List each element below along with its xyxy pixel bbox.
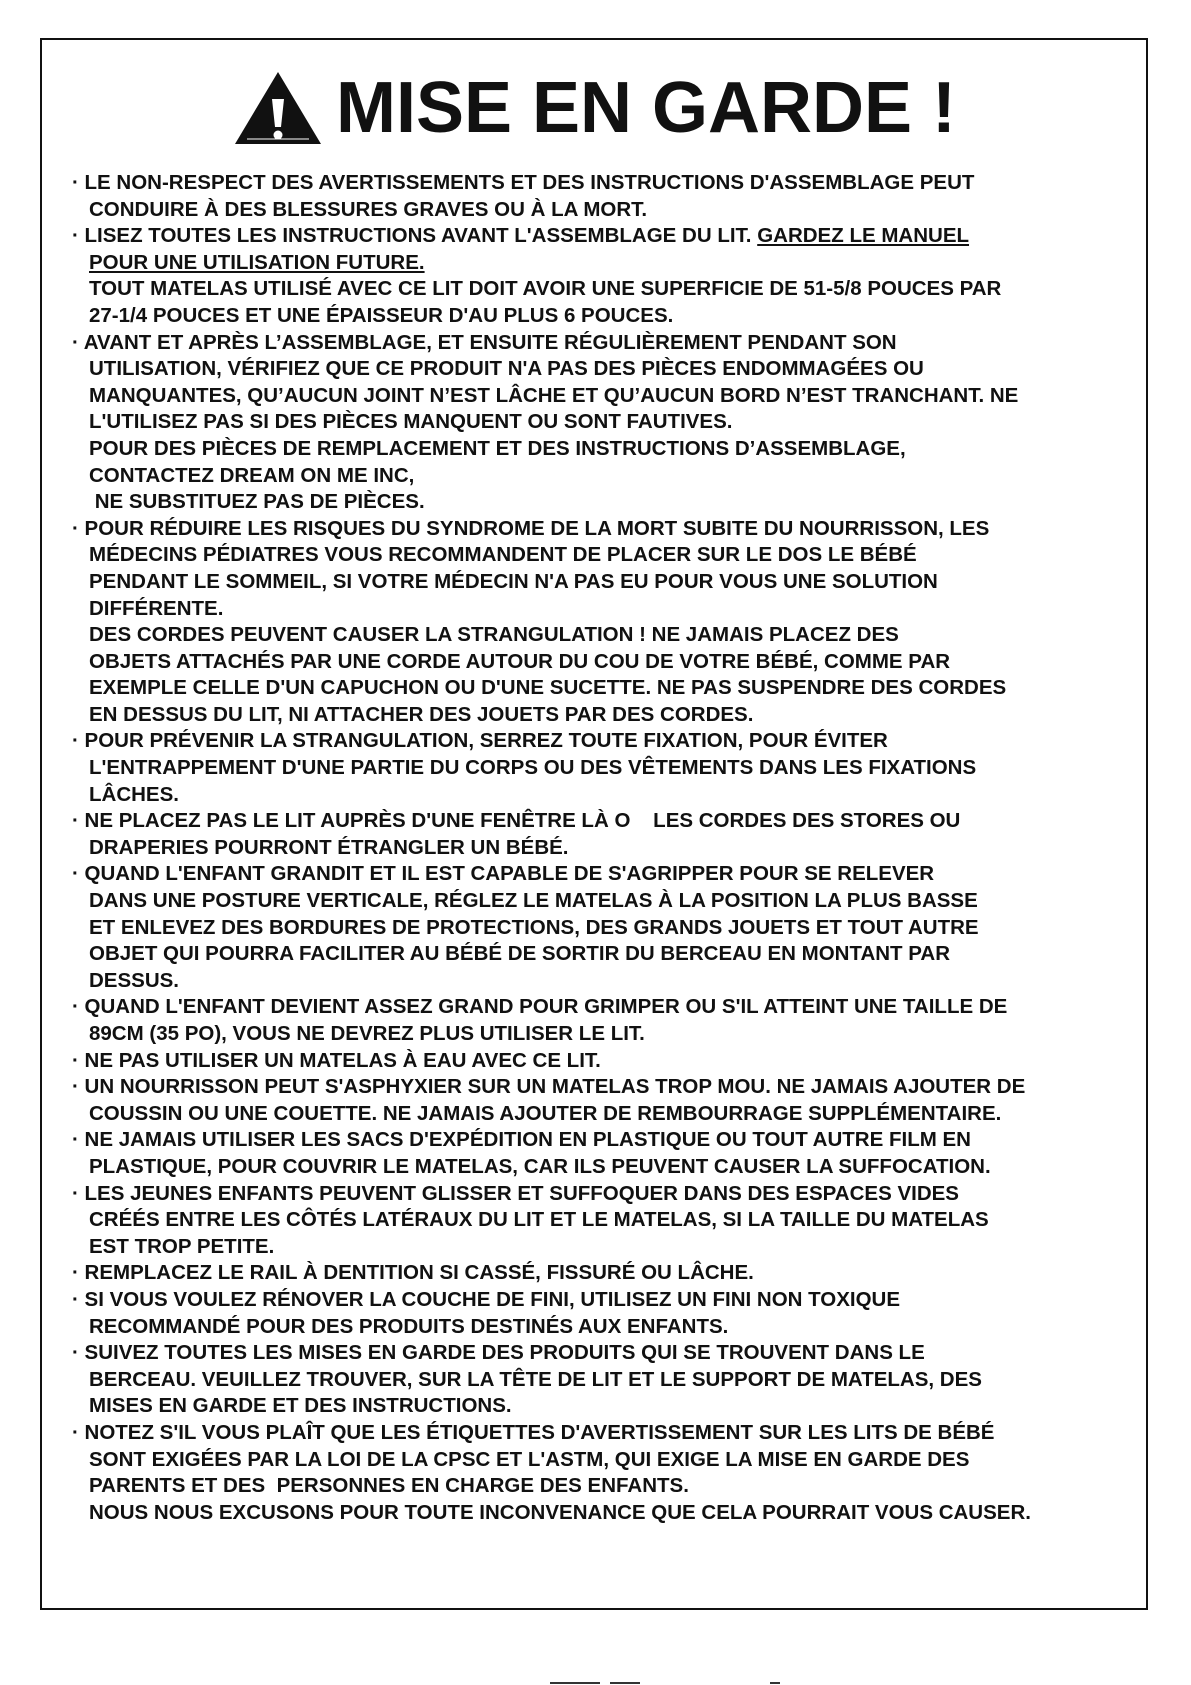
warning-item-line — [72, 1127, 1190, 1154]
warning-item-line — [72, 516, 1190, 543]
line-text: · NE JAMAIS UTILISER LES SACS D'EXPÉDITION EN PLASTIQUE OU TOUT AUTRE FILM EN — [72, 1128, 971, 1152]
warning-item-line — [72, 223, 1190, 250]
line-text: PENDANT LE SOMMEIL, SI VOTRE MÉDECIN N'A PAS EU POUR VOUS UNE SOLUTION — [89, 569, 938, 593]
warning-continuation-line — [72, 1234, 1190, 1261]
line-text: PLASTIQUE, POUR COUVRIR LE MATELAS, CAR ILS PEUVENT CAUSER LA SUFFOCATION. — [89, 1154, 991, 1178]
line-text: DESSUS. — [89, 968, 179, 992]
warning-continuation-line — [72, 888, 1190, 915]
warning-continuation-line — [72, 1207, 1190, 1234]
warning-continuation-line — [72, 569, 1190, 596]
warning-continuation-line — [72, 782, 1190, 809]
warning-continuation-line — [72, 1500, 1190, 1527]
line-text: TOUT MATELAS UTILISÉ AVEC CE LIT DOIT AVOIR UNE SUPERFICIE DE 51-5/8 POUCES PAR — [89, 277, 1002, 301]
underlined-text: GARDEZ LE MANUEL — [757, 224, 970, 248]
line-text: EN DESSUS DU LIT, NI ATTACHER DES JOUETS PAR DES CORDES. — [89, 702, 754, 726]
line-text: · QUAND L'ENFANT GRANDIT ET IL EST CAPABLE DE S'AGRIPPER POUR SE RELEVER — [72, 862, 935, 886]
warning-continuation-line — [72, 1314, 1190, 1341]
line-text: L'ENTRAPPEMENT D'UNE PARTIE DU CORPS OU DES VÊTEMENTS DANS LES FIXATIONS — [89, 756, 977, 780]
line-text: EST TROP PETITE. — [89, 1234, 275, 1258]
line-text: CONTACTEZ DREAM ON ME INC, — [89, 463, 415, 487]
line-text: 89CM (35 PO), VOUS NE DEVREZ PLUS UTILISER LE LIT. — [89, 1022, 645, 1045]
line-text: DRAPERIES POURRONT ÉTRANGLER UN BÉBÉ. — [89, 835, 569, 859]
warning-continuation-line — [72, 436, 1190, 463]
warning-continuation-line — [72, 1154, 1190, 1181]
warning-continuation-line — [72, 250, 1190, 277]
warning-continuation-line — [72, 941, 1190, 968]
warning-continuation-line — [72, 622, 1190, 649]
line-text: · SUIVEZ TOUTES LES MISES EN GARDE DES PRODUITS QUI SE TROUVENT DANS LE — [72, 1341, 925, 1365]
warning-continuation-line — [72, 1447, 1190, 1474]
line-text: SONT EXIGÉES PAR LA LOI DE LA CPSC ET L'ASTM, QUI EXIGE LA MISE EN GARDE DES — [89, 1447, 970, 1471]
warning-item-line — [72, 994, 1190, 1021]
line-text: DANS UNE POSTURE VERTICALE, RÉGLEZ LE MATELAS À LA POSITION LA PLUS BASSE — [89, 889, 978, 913]
line-text: · SI VOUS VOULEZ RÉNOVER LA COUCHE DE FINI, UTILISEZ UN FINI NON TOXIQUE — [72, 1287, 901, 1311]
warning-continuation-line — [72, 1021, 1190, 1048]
warning-continuation-line — [72, 835, 1190, 862]
line-text: LÂCHES. — [89, 782, 179, 806]
warning-continuation-line — [72, 489, 1190, 516]
line-text: CRÉÉS ENTRE LES CÔTÉS LATÉRAUX DU LIT ET LE MATELAS, SI LA TAILLE DU MATELAS — [89, 1208, 989, 1232]
line-text: · REMPLACEZ LE RAIL À DENTITION SI CASSÉ, FISSURÉ OU LÂCHE. — [72, 1261, 754, 1285]
page-edge-mark — [550, 1681, 850, 1685]
warning-item-line — [72, 1287, 1190, 1314]
line-text: L'UTILISEZ PAS SI DES PIÈCES MANQUENT OU SONT FAUTIVES. — [89, 410, 733, 434]
line-text: DIFFÉRENTE. — [89, 596, 224, 620]
line-text: MANQUANTES, QU’AUCUN JOINT N’EST LÂCHE ET QU’AUCUN BORD N’EST TRANCHANT. NE — [89, 383, 1019, 407]
line-text: · AVANT ET APRÈS L’ASSEMBLAGE, ET ENSUITE RÉGULIÈREMENT PENDANT SON — [72, 330, 897, 354]
line-text: NE SUBSTITUEZ PAS DE PIÈCES. — [89, 490, 425, 514]
warning-item-line — [72, 728, 1190, 755]
warning-continuation-line — [72, 303, 1190, 330]
warning-continuation-line — [72, 915, 1190, 942]
warning-item-line — [72, 1181, 1190, 1208]
warning-continuation-line — [72, 596, 1190, 623]
warning-continuation-line — [72, 383, 1190, 410]
line-text: RECOMMANDÉ POUR DES PRODUITS DESTINÉS AUX ENFANTS. — [89, 1314, 729, 1338]
warning-item-line — [72, 1260, 1190, 1287]
warning-item-line — [72, 1048, 1190, 1075]
warning-continuation-line — [72, 702, 1190, 729]
warning-item-line — [72, 861, 1190, 888]
warning-label-frame — [40, 38, 1148, 1610]
warning-continuation-line — [72, 649, 1190, 676]
line-text: · UN NOURRISSON PEUT S'ASPHYXIER SUR UN MATELAS TROP MOU. NE JAMAIS AJOUTER DE — [72, 1075, 1026, 1099]
warning-continuation-line — [72, 276, 1190, 303]
line-text: EXEMPLE CELLE D'UN CAPUCHON OU D'UNE SUCETTE. NE PAS SUSPENDRE DES CORDES — [89, 676, 1007, 700]
line-text: BERCEAU. VEUILLEZ TROUVER, SUR LA TÊTE DE LIT ET LE SUPPORT DE MATELAS, DES — [89, 1367, 982, 1391]
warning-continuation-line — [72, 675, 1190, 702]
line-text: · LISEZ TOUTES LES INSTRUCTIONS AVANT L'ASSEMBLAGE DU LIT. — [72, 224, 758, 248]
warning-continuation-line — [72, 463, 1190, 490]
line-text: CONDUIRE À DES BLESSURES GRAVES OU À LA MORT. — [89, 197, 648, 221]
underlined-text: POUR UNE UTILISATION FUTURE. — [89, 250, 425, 274]
warning-item-line — [72, 1340, 1190, 1367]
warning-continuation-line — [72, 197, 1190, 224]
warning-item-line — [72, 1420, 1190, 1447]
line-text: · LE NON-RESPECT DES AVERTISSEMENTS ET DES INSTRUCTIONS D'ASSEMBLAGE PEUT — [72, 171, 975, 194]
warning-continuation-line — [72, 968, 1190, 995]
warning-text-body — [72, 170, 1190, 1526]
warning-triangle-icon — [232, 69, 324, 147]
line-text: · POUR PRÉVENIR LA STRANGULATION, SERREZ TOUTE FIXATION, POUR ÉVITER — [72, 729, 888, 753]
title-row — [42, 58, 1146, 158]
line-text: COUSSIN OU UNE COUETTE. NE JAMAIS AJOUTER DE REMBOURRAGE SUPPLÉMENTAIRE. — [89, 1101, 1002, 1125]
line-text: · POUR RÉDUIRE LES RISQUES DU SYNDROME DE LA MORT SUBITE DU NOURRISSON, LES — [72, 516, 990, 540]
line-text: ET ENLEVEZ DES BORDURES DE PROTECTIONS, DES GRANDS JOUETS ET TOUT AUTRE — [89, 915, 979, 939]
line-text: UTILISATION, VÉRIFIEZ QUE CE PRODUIT N'A PAS DES PIÈCES ENDOMMAGÉES OU — [89, 357, 924, 381]
line-text: · QUAND L'ENFANT DEVIENT ASSEZ GRAND POUR GRIMPER OU S'IL ATTEINT UNE TAILLE DE — [72, 995, 1008, 1019]
line-text: PARENTS ET DES PERSONNES EN CHARGE DES ENFANTS. — [89, 1474, 689, 1498]
line-text: 27-1/4 POUCES ET UNE ÉPAISSEUR D'AU PLUS 6 POUCES. — [89, 303, 674, 327]
warning-continuation-line — [72, 409, 1190, 436]
line-text: · NE PAS UTILISER UN MATELAS À EAU AVEC CE LIT. — [72, 1048, 601, 1072]
warning-item-line — [72, 330, 1190, 357]
line-text: OBJET QUI POURRA FACILITER AU BÉBÉ DE SORTIR DU BERCEAU EN MONTANT PAR — [89, 942, 951, 966]
line-text: DES CORDES PEUVENT CAUSER LA STRANGULATION ! NE JAMAIS PLACEZ DES — [89, 623, 899, 647]
warning-continuation-line — [72, 1367, 1190, 1394]
line-text: · NOTEZ S'IL VOUS PLAÎT QUE LES ÉTIQUETTES D'AVERTISSEMENT SUR LES LITS DE BÉBÉ — [72, 1420, 995, 1444]
warning-continuation-line — [72, 1473, 1190, 1500]
warning-item-line — [72, 808, 1190, 835]
warning-continuation-line — [72, 1393, 1190, 1420]
warning-item-line — [72, 1074, 1190, 1101]
line-text: · LES JEUNES ENFANTS PEUVENT GLISSER ET SUFFOQUER DANS DES ESPACES VIDES — [72, 1181, 959, 1205]
line-text: MISES EN GARDE ET DES INSTRUCTIONS. — [89, 1394, 512, 1418]
line-text: · NE PLACEZ PAS LE LIT AUPRÈS D'UNE FENÊTRE LÀ O LES CORDES DES STORES OU — [72, 809, 961, 833]
warning-continuation-line — [72, 755, 1190, 782]
warning-continuation-line — [72, 1101, 1190, 1128]
line-text: MÉDECINS PÉDIATRES VOUS RECOMMANDENT DE PLACER SUR LE DOS LE BÉBÉ — [89, 543, 917, 567]
line-text: NOUS NOUS EXCUSONS POUR TOUTE INCONVENANCE QUE CELA POURRAIT VOUS CAUSER. — [89, 1500, 1031, 1524]
warning-continuation-line — [72, 542, 1190, 569]
warning-continuation-line — [72, 356, 1190, 383]
page-title: MISE EN GARDE ! — [335, 68, 957, 148]
line-text: OBJETS ATTACHÉS PAR UNE CORDE AUTOUR DU COU DE VOTRE BÉBÉ, COMME PAR — [89, 649, 951, 673]
warning-item-line — [72, 170, 1190, 197]
line-text: POUR DES PIÈCES DE REMPLACEMENT ET DES INSTRUCTIONS D’ASSEMBLAGE, — [89, 436, 906, 460]
